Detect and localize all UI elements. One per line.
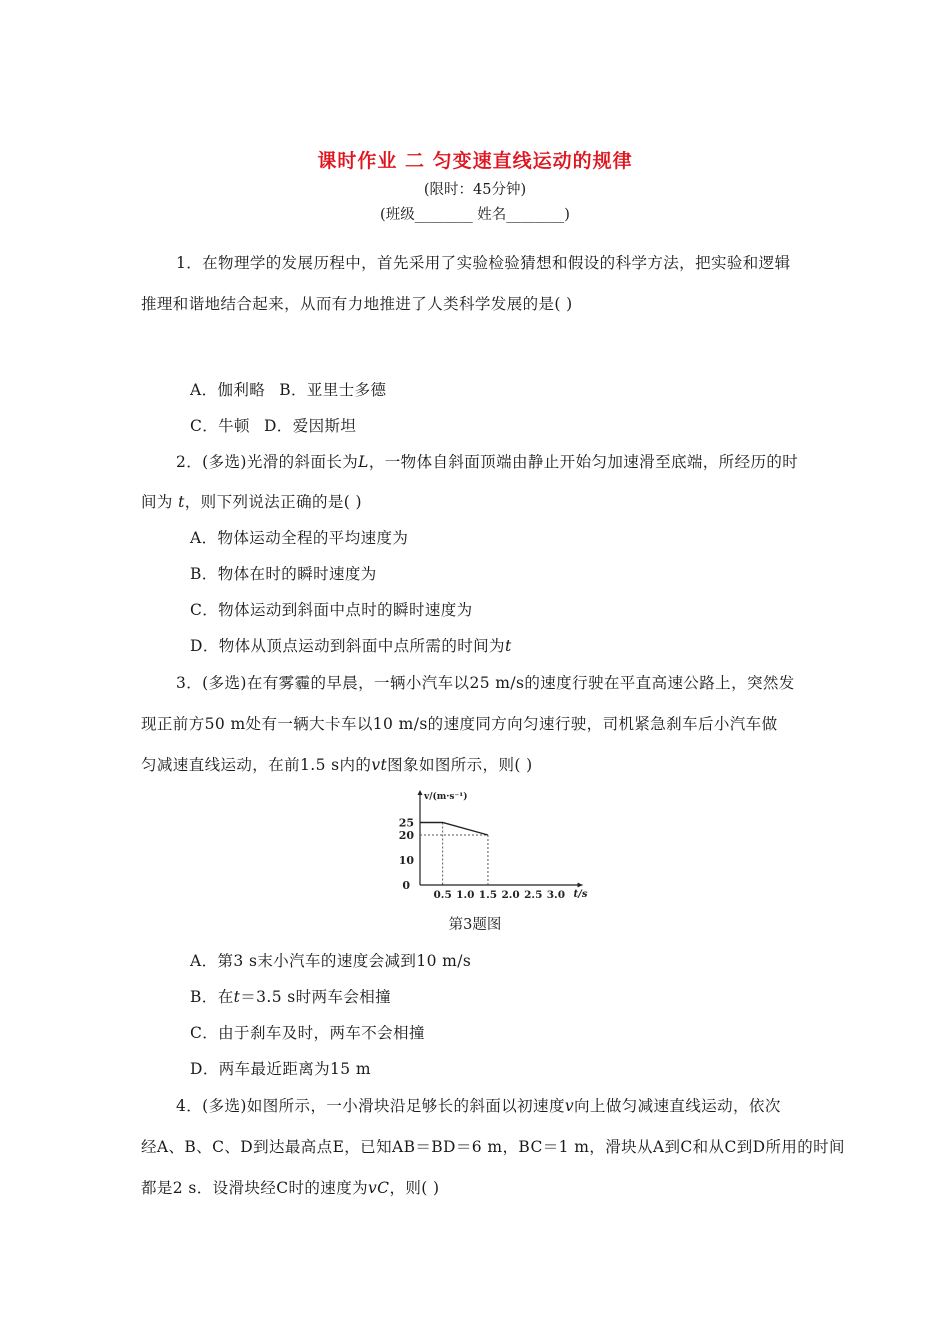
q3-option-b-text-b: ＝3.5 s时两车会相撞 bbox=[240, 988, 392, 1006]
q2-line1-text-a: 2．(多选)光滑的斜面长为 bbox=[176, 453, 359, 471]
x-tick-label-1: 1.0 bbox=[456, 889, 475, 901]
q1-option-d: D．爱因斯坦 bbox=[263, 417, 357, 435]
q2-line1 bbox=[176, 450, 798, 472]
q4-line2: 经A、B、C、D到达最高点E，已知AB＝BD＝6 m，BC＝1 m，滑块从A到C和从C到D所用的时间 bbox=[141, 1138, 845, 1156]
x-tick-label-5: 3.0 bbox=[546, 889, 566, 901]
y-tick-label-0: 10 bbox=[398, 854, 414, 867]
q3-line3 bbox=[141, 753, 533, 775]
q4-line1-text-b: 向上做匀减速直线运动，依次 bbox=[574, 1097, 781, 1115]
q2-option-a: A．物体运动全程的平均速度为 bbox=[190, 529, 409, 547]
q2-option-b: B．物体在时的瞬时速度为 bbox=[190, 565, 377, 583]
q4-line3-text-b: ，则( ) bbox=[389, 1179, 440, 1197]
q3-option-a: A．第3 s末小汽车的速度会减到10 m/s bbox=[190, 952, 472, 970]
q3-option-b-text-a: B．在 bbox=[190, 988, 234, 1006]
q3-line3-text-b: 图象如图所示，则( ) bbox=[387, 756, 533, 774]
q4-line1-text-a: 4．(多选)如图所示，一小滑块沿足够长的斜面以初速度 bbox=[176, 1097, 565, 1115]
q2-line2-text-a: 间为 bbox=[141, 493, 173, 511]
x-tick-label-0: 0.5 bbox=[433, 889, 452, 901]
q3-line3-text-a: 匀减速直线运动，在前1.5 s内的 bbox=[141, 756, 372, 774]
time-limit: (限时：45分钟) bbox=[423, 182, 527, 198]
q3-option-c: C．由于刹车及时，两车不会相撞 bbox=[190, 1024, 425, 1042]
q2-var-t: t bbox=[178, 493, 185, 511]
q1-line2: 推理和谐地结合起来，从而有力地推进了人类科学发展的是( ) bbox=[141, 295, 573, 313]
q3-line2: 现正前方50 m处有一辆大卡车以10 m/s的速度同方向匀速行驶，司机紧急刹车后小汽车做 bbox=[141, 715, 778, 733]
q1-options-row1 bbox=[190, 378, 386, 400]
q4-line1 bbox=[176, 1094, 781, 1116]
x-tick-label-3: 2.0 bbox=[501, 889, 520, 901]
series-line-v bbox=[420, 823, 488, 836]
x-tick-label-4: 2.5 bbox=[524, 889, 543, 901]
q3-option-b-var: t bbox=[233, 988, 241, 1006]
q2-option-d-text: D．物体从顶点运动到斜面中点所需的时间为 bbox=[190, 637, 505, 655]
vt-chart bbox=[385, 786, 588, 901]
y-axis-arrow bbox=[418, 790, 423, 795]
q2-line2 bbox=[141, 490, 362, 512]
q2-option-d-var: t bbox=[504, 637, 512, 655]
q2-option-c: C．物体运动到斜面中点时的瞬时速度为 bbox=[190, 601, 473, 619]
q4-line3 bbox=[141, 1176, 439, 1198]
q2-line2-text-b: ，则下列说法正确的是( ) bbox=[184, 493, 363, 511]
y-tick-label-2: 25 bbox=[398, 816, 414, 830]
y-tick-label-1: 20 bbox=[398, 829, 414, 842]
class-name-line: (班级________ 姓名________) bbox=[380, 207, 570, 223]
x-axis-arrow bbox=[578, 883, 583, 888]
q1-options-row2 bbox=[190, 414, 356, 436]
x-tick-label-2: 1.5 bbox=[478, 889, 498, 901]
q3-option-b bbox=[190, 985, 391, 1007]
q4-line3-text-a: 都是2 s．设滑块经C时的速度为 bbox=[141, 1179, 369, 1197]
q1-option-c: C．牛顿 bbox=[190, 417, 250, 435]
page-title: 课时作业 二 匀变速直线运动的规律 bbox=[317, 150, 633, 172]
origin-label: 0 bbox=[402, 879, 410, 892]
q1-option-b: B．亚里士多德 bbox=[279, 381, 387, 399]
q3-option-d: D．两车最近距离为15 m bbox=[190, 1060, 371, 1078]
q2-var-L: L bbox=[358, 453, 369, 471]
q2-option-d bbox=[190, 634, 512, 656]
q1-option-a: A．伽利略 bbox=[190, 381, 266, 399]
q3-var-vt: vt bbox=[371, 756, 388, 774]
q1-line1: 1．在物理学的发展历程中，首先采用了实验检验猜想和假设的科学方法，把实验和逻辑 bbox=[176, 254, 791, 272]
q2-line1-text-b: ，一物体自斜面顶端由静止开始匀加速滑至底端，所经历的时 bbox=[368, 453, 799, 471]
q3-line1: 3．(多选)在有雾霾的早晨，一辆小汽车以25 m/s的速度行驶在平直高速公路上，突然发 bbox=[176, 674, 795, 692]
q4-var-vc: vC bbox=[368, 1179, 390, 1197]
y-axis-label: v/(m·s⁻¹) bbox=[424, 792, 468, 802]
figure-caption: 第3题图 bbox=[448, 917, 502, 933]
x-axis-label: t/s bbox=[573, 889, 588, 900]
q4-var-v: v bbox=[564, 1097, 575, 1115]
